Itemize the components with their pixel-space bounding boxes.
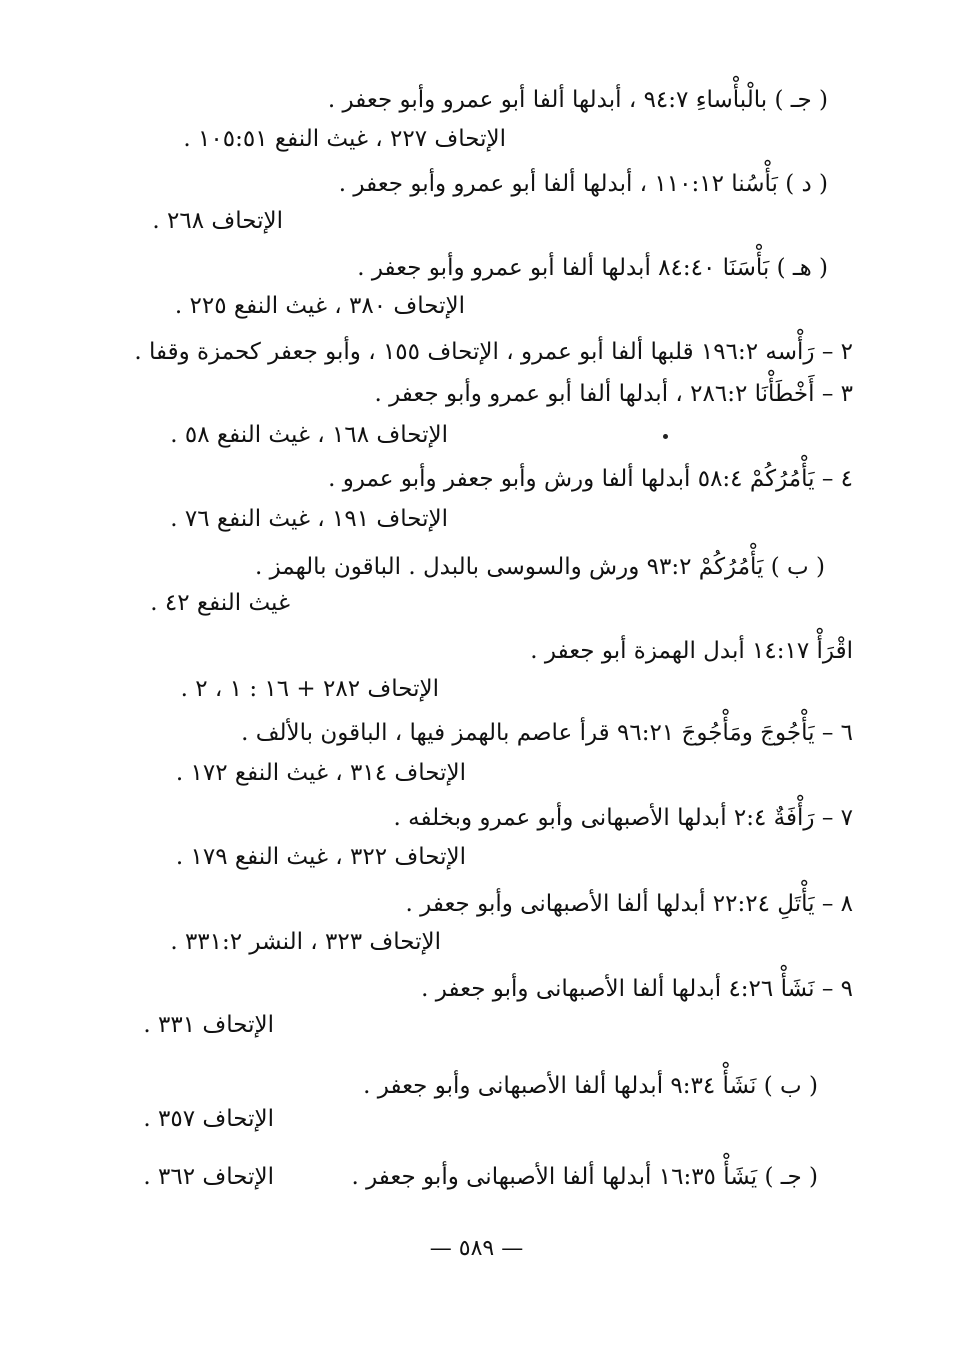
text-line: الإتحاف ٣٨٠ ، غيث النفع ٢٢٥ .	[174, 293, 465, 319]
text-line: غيث النفع ٤٢ .	[150, 590, 290, 616]
stray-dot	[663, 434, 668, 439]
text-line: ( ب ) نَشَأْ ٩:٣٤ أبدلها ألفا الأصبهانى وأبو جعفر .	[363, 1073, 818, 1099]
text-line: الإتحاف ٣١٤ ، غيث النفع ١٧٢ .	[175, 760, 466, 786]
text-line: ٣ – أَخْطَأْنَا ٢٨٦:٢ ، أبدلها ألفا أبو عمرو وأبو جعفر .	[374, 381, 853, 407]
text-line: اقْرَأْ ١٤:١٧ أبدل الهمزة أبو جعفر .	[530, 638, 853, 664]
text-line: الإتحاف ١٦٨ ، غيث النفع ٥٨ .	[170, 422, 448, 448]
text-line: ( د ) بَأْسُنا ١١٠:١٢ ، أبدلها ألفا أبو عمرو وأبو جعفر .	[338, 171, 828, 197]
text-line: الإتحاف ٣٢٢ ، غيث النفع ١٧٩ .	[175, 844, 466, 870]
text-line: ٩ – نَشَأْ ٤:٢٦ أبدلها ألفا الأصبهانى وأبو جعفر .	[421, 976, 853, 1002]
text-line: ( ب ) يَأْمُرُكُمْ ٩٣:٢ ورش والسوسى بالبدل . الباقون بالهمز .	[254, 554, 825, 580]
text-line: الإتحاف ٣٣١ .	[143, 1012, 274, 1038]
text-line: ٨ – يَأْتَلِ ٢٢:٢٤ أبدلها ألفا الأصبهانى وأبو جعفر .	[405, 891, 853, 917]
text-line: ٢ – رَأْسه ١٩٦:٢ قلبها ألفا أبو عمرو ، الإتحاف ١٥٥ ، وأبو جعفر كحمزة وقفا .	[134, 339, 853, 365]
text-line: ( جـ ) يَشَأْ ١٦:٣٥ أبدلها ألفا الأصبهانى وأبو جعفر .	[351, 1164, 818, 1190]
text-line: الإتحاف ٢٦٨ .	[152, 208, 283, 234]
text-line: الإتحاف ١٩١ ، غيث النفع ٧٦ .	[170, 506, 448, 532]
text-line: ٤ – يَأْمُرُكُمْ ٥٨:٤ أبدلها ألفا ورش وأبو جعفر وأبو عمرو .	[328, 466, 853, 492]
text-line: ( جـ ) بالْبأْساءِ ٩٤:٧ ، أبدلها ألفا أبو عمرو وأبو جعفر .	[327, 87, 828, 113]
text-line: الإتحاف ٣٥٧ .	[143, 1106, 274, 1132]
text-line: الإتحاف ٣٢٣ ، النشر ٣٣١:٢ .	[170, 929, 441, 955]
text-line: الإتحاف ٢٨٢ + ١٦ : ١ ، ٢ .	[180, 676, 439, 702]
text-line: الإتحاف ٢٢٧ ، غيث النفع ١٠٥:٥١ .	[183, 126, 506, 152]
text-line: ( هـ ) بَأْسَنَا ٨٤:٤٠ أبدلها ألفا أبو عمرو وأبو جعفر .	[357, 255, 828, 281]
text-line: الإتحاف ٣٦٢ .	[143, 1164, 274, 1190]
text-line: ٦ – يَأْجُوجَ ومَأْجُوجَ ٩٦:٢١ قرأ عاصم بالهمز فيها ، الباقون بالألف .	[241, 720, 853, 746]
text-line: ٧ – رَأْفَةٌ ٢:٤ أبدلها الأصبهانى وأبو عمرو وبخلفه .	[393, 805, 853, 831]
page-number: — ٥٨٩ —	[429, 1236, 524, 1261]
